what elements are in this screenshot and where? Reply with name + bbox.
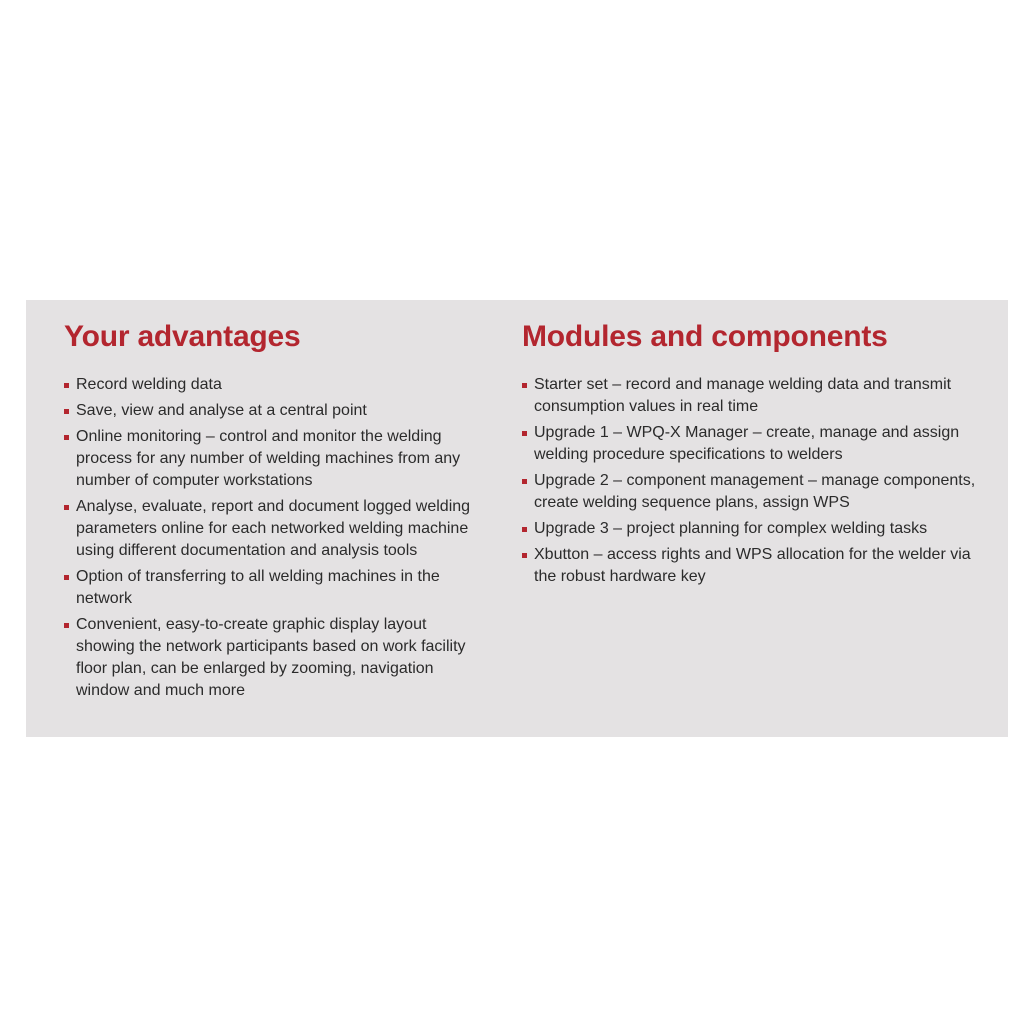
bullet-icon [522,431,527,436]
list-item [522,422,982,466]
info-panel [26,300,1008,737]
advantages-list [64,374,484,702]
list-item-text: Option of transferring to all welding machines in the network [76,568,440,607]
bullet-icon [64,383,69,388]
list-item [522,470,982,514]
bullet-icon [64,435,69,440]
bullet-icon [64,623,69,628]
list-item [64,374,484,396]
bullet-icon [64,575,69,580]
list-item [64,566,484,610]
list-item [64,400,484,422]
list-item-text: Xbutton – access rights and WPS allocation for the welder via the robust hardware key [534,546,971,585]
list-item-text: Save, view and analyse at a central point [76,402,367,419]
bullet-icon [522,479,527,484]
list-item-text: Analyse, evaluate, report and document logged welding parameters online for each networked welding machine using different documentation and analysis tools [76,498,471,559]
list-item-text: Upgrade 1 – WPQ-X Manager – create, manage and assign welding procedure specifications to welders [534,424,960,463]
list-item [522,544,982,588]
modules-section [522,316,982,592]
bullet-icon [64,409,69,414]
list-item-text: Online monitoring – control and monitor the welding process for any number of welding machines from any number of computer workstations [76,428,461,489]
bullet-icon [522,527,527,532]
list-item-text: Record welding data [76,376,222,393]
list-item-text: Starter set – record and manage welding data and transmit consumption values in real time [534,376,952,415]
bullet-icon [64,505,69,510]
list-item [522,518,982,540]
list-item-text: Upgrade 2 – component management – manage components, create welding sequence plans, assign WPS [534,472,976,511]
modules-heading: Modules and components [522,320,888,353]
list-item-text: Upgrade 3 – project planning for complex welding tasks [534,520,928,537]
list-item [64,614,484,702]
advantages-heading: Your advantages [64,320,301,353]
modules-list [522,374,982,588]
list-item [64,496,484,562]
bullet-icon [522,553,527,558]
list-item [522,374,982,418]
advantages-section [64,316,484,706]
list-item-text: Convenient, easy-to-create graphic display layout showing the network participants based on work facility floor plan, can be enlarged by zooming, navigation window and much more [76,616,466,699]
list-item [64,426,484,492]
bullet-icon [522,383,527,388]
